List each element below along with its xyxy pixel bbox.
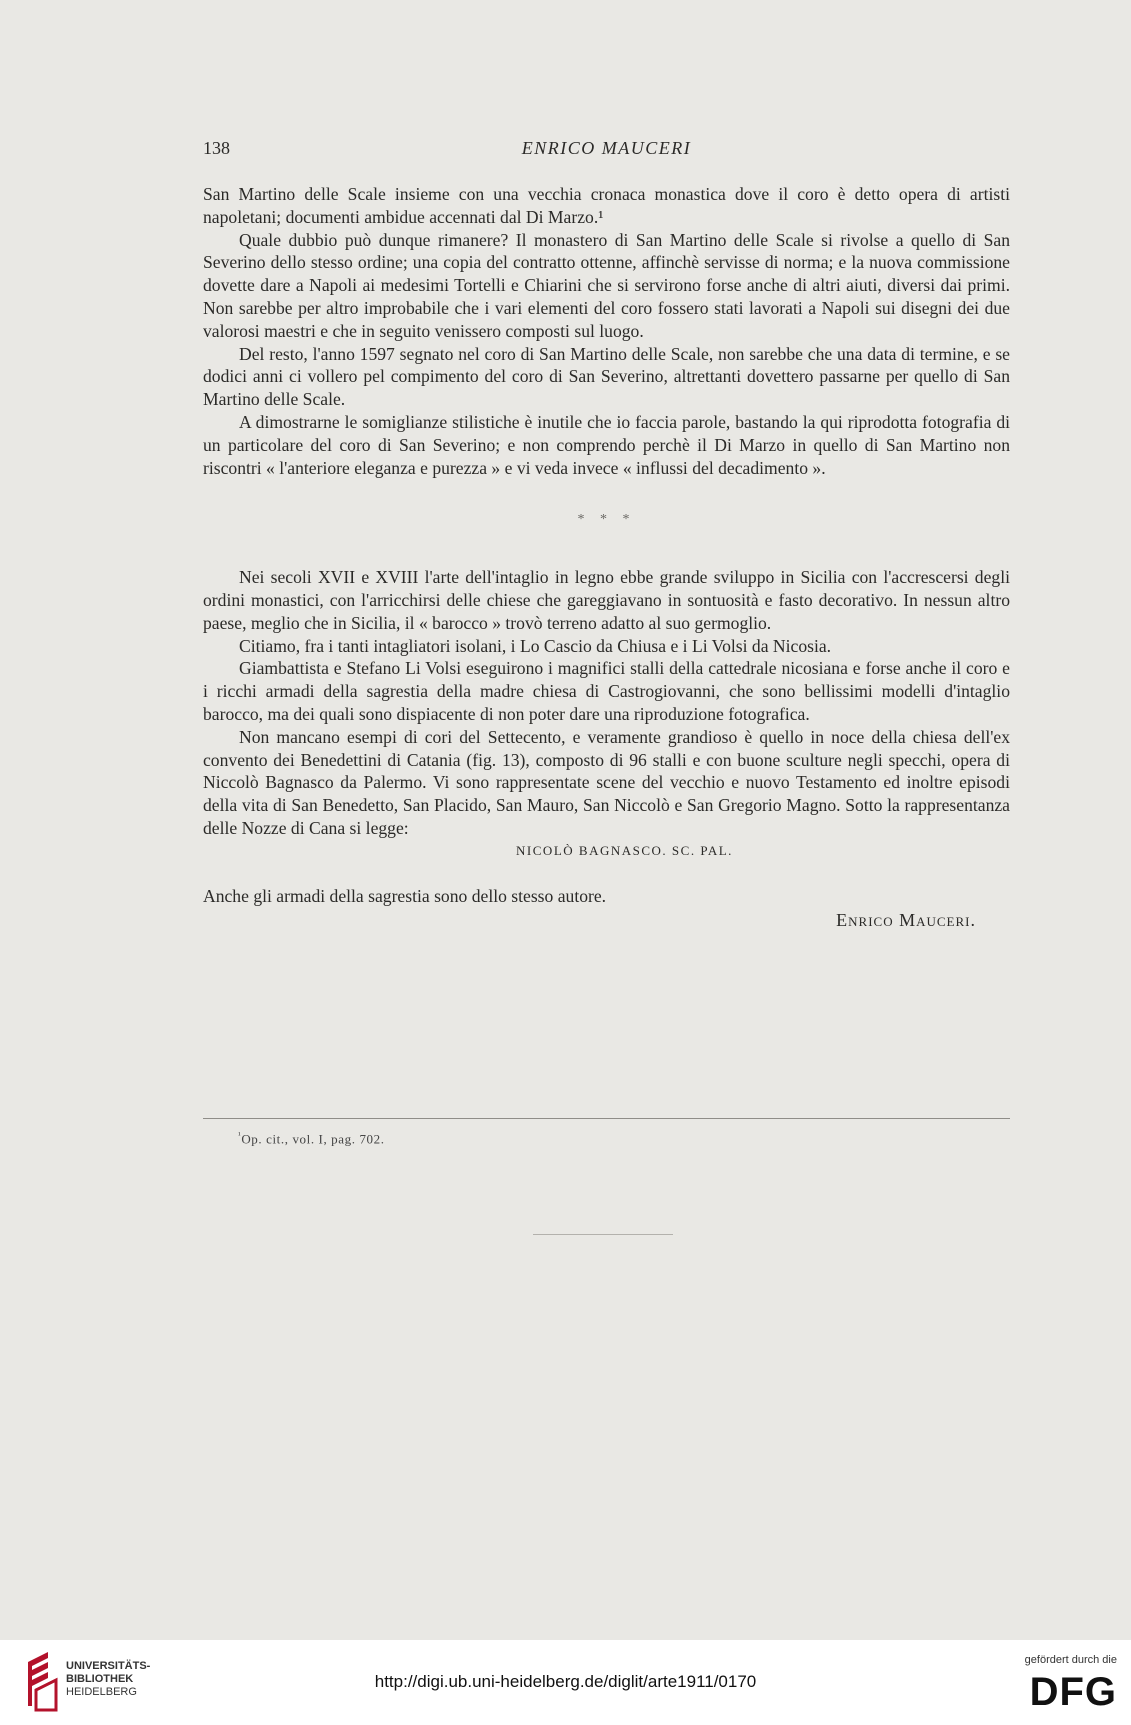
funding-text: gefördert durch die	[1024, 1654, 1117, 1666]
digitization-footer	[0, 1640, 1131, 1725]
page-number: 138	[203, 138, 230, 158]
inscription: NICOLÒ BAGNASCO. SC. PAL.	[516, 842, 733, 858]
decorative-rule	[533, 1234, 673, 1235]
library-name-line: BIBLIOTHEK	[66, 1673, 134, 1685]
footnote-marker: ¹	[238, 1130, 242, 1140]
paragraph: Citiamo, fra i tanti intagliatori isolani, i Lo Cascio da Chiusa e i Li Volsi da Nicosia.	[239, 635, 832, 656]
footnote	[238, 1130, 385, 1147]
section-separator: * * *	[577, 512, 636, 528]
source-url-link[interactable]: http://digi.ub.uni-heidelberg.de/diglit/arte1911/0170	[374, 1672, 757, 1691]
closing-paragraph: Anche gli armadi della sagrestia sono dello stesso autore.	[203, 885, 607, 906]
paragraph: A dimostrarne le somiglianze stilistiche è inutile che io faccia parole, bastando la qui riprodotta fotografia di un particolare del coro di San Severino; e non comprendo perchè il Di Marzo in quello di San Martino non riscontri « l'anteriore eleganza e purezza » e vi veda invece « influssi del decadimento ».	[203, 411, 1010, 478]
article-body	[203, 183, 1010, 932]
author-signature: Enrico Mauceri.	[836, 910, 976, 931]
paragraph: Giambattista e Stefano Li Volsi eseguirono i magnifici stalli della cattedrale nicosiana e forse anche il coro e i ricchi armadi della sagrestia della madre chiesa di Castrogiovanni, che sono bellissimi modelli d'intaglio barocco, ma dei quali sono dispiacente di non poter dare una riproduzione fotografica.	[203, 658, 1010, 724]
footnote-rule	[203, 1118, 1010, 1119]
paragraph: Non mancano esempi di cori del Settecento, e veramente grandioso è quello in noce della chiesa dell'ex convento dei Benedettini di Catania (fig. 13), composto di 96 stalli e con buone sculture negli specchi, opera di Niccolò Bagnasco da Palermo. Vi sono rappresentate scene del vecchio e nuovo Testamento ed inoltre episodi della vita di San Benedetto, San Placido, San Mauro, San Niccolò e San Gregorio Magno. Sotto la rappresentanza delle Nozze di Cana si legge:	[203, 726, 1010, 838]
paragraph: San Martino delle Scale insieme con una vecchia cronaca monastica dove il coro è detto opera di artisti napoletani; documenti ambidue accennati dal Di Marzo.¹	[203, 184, 1010, 227]
paragraph: Del resto, l'anno 1597 segnato nel coro di San Martino delle Scale, non sarebbe che una data di termine, e se dodici anni ci vollero pel compimento del coro di San Severino, altrettanti dovettero passarne per quello di San Martino delle Scale.	[203, 343, 1010, 410]
footnote-text: Op. cit., vol. I, pag. 702.	[241, 1131, 385, 1147]
library-name-line: UNIVERSITÄTS-	[66, 1660, 151, 1672]
running-title: ENRICO MAUCERI	[521, 138, 692, 158]
library-name-line: HEIDELBERG	[66, 1686, 137, 1698]
dfg-logo: DFG	[1029, 1670, 1117, 1714]
paragraph: Quale dubbio può dunque rimanere? Il monastero di San Martino delle Scale si rivolse a quello di San Severino dello stesso ordine; una copia del contratto ottenne, affinchè servisse di norma; e la nuova commissione dovette dare a Napoli ai medesimi Tortelli e Chiarini che si servirono forse anche di altri aiuti, diversi dai primi. Non sarebbe per altro improbabile che i vari elementi del coro fossero stati lavorati a Napoli sui disegni dei due valorosi maestri e che in seguito venissero composti sul luogo.	[203, 229, 1010, 341]
page-header	[203, 138, 1010, 162]
paragraph: Nei secoli XVII e XVIII l'arte dell'intaglio in legno ebbe grande sviluppo in Sicilia con l'accrescersi degli ordini monastici, con l'arricchirsi delle chiese che gareggiavano in sontuosità e fasto decorativo. In nessun altro paese, meglio che in Sicilia, il « barocco » trovò terreno adatto al suo germoglio.	[203, 567, 1010, 633]
